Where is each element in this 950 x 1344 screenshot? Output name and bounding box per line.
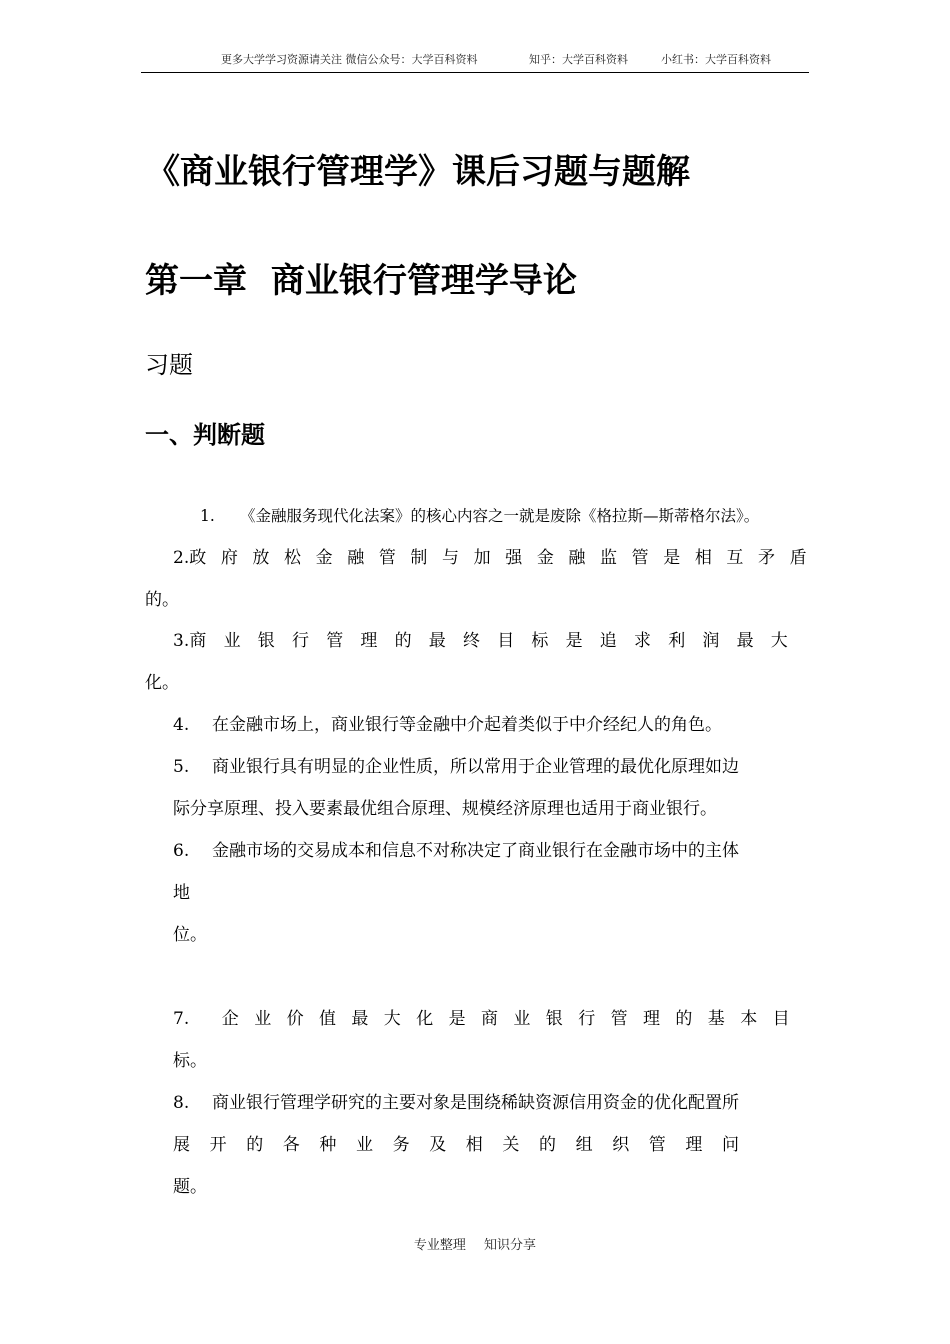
document-title: 《商业银行管理学》课后习题与题解	[146, 152, 690, 192]
question-4	[173, 704, 722, 746]
question-8-line-2: 展开的各种业务及相关的组织管理问	[173, 1135, 759, 1155]
header-zhihu-note: 知乎：大学百科资料	[529, 53, 628, 66]
question-text-line-1: 商业银行管理学研究的主要对象是围绕稀缺资源信用资金的优化配置所	[212, 1093, 739, 1113]
question-3	[173, 620, 805, 662]
section-heading: 一、判断题	[145, 421, 265, 449]
question-5	[173, 746, 739, 788]
question-text: 在金融市场上，商业银行等金融中介起着类似于中介经纪人的角色。	[212, 715, 722, 735]
question-6-line-2: 地	[173, 883, 190, 903]
question-number: 4.	[173, 715, 190, 735]
question-6-line-3: 位。	[173, 925, 207, 945]
question-2	[173, 537, 822, 579]
question-text-line-1: 商业银行管理的最终目标是追求利润最大	[189, 631, 805, 651]
question-number: 8.	[173, 1093, 190, 1113]
question-7	[173, 998, 805, 1040]
question-8	[173, 1082, 739, 1124]
page-header	[141, 52, 809, 73]
exercises-heading: 习题	[145, 351, 193, 379]
question-number: 2.	[173, 548, 190, 568]
header-wechat-note: 更多大学学习资源请关注 微信公众号：大学百科资料	[221, 53, 478, 66]
question-1	[200, 495, 759, 537]
question-text-line-1: 政府放松金融管制与加强金融监管是相互矛盾	[189, 548, 822, 568]
question-text-line-1: 商业银行具有明显的企业性质，所以常用于企业管理的最优化原理如边	[212, 757, 739, 777]
question-7-continuation: 标。	[173, 1051, 207, 1071]
question-text: 《金融服务现代化法案》的核心内容之一就是废除《格拉斯—斯蒂格尔法》。	[240, 507, 760, 525]
question-number: 3.	[173, 631, 190, 651]
chapter-heading: 第一章 商业银行管理学导论	[145, 261, 577, 301]
question-number: 7.	[173, 1009, 190, 1029]
question-8-line-3: 题。	[173, 1177, 207, 1197]
question-number: 1.	[200, 507, 215, 525]
page-footer: 专业整理 知识分享	[413, 1238, 537, 1253]
question-text-line-1: 金融市场的交易成本和信息不对称决定了商业银行在金融市场中的主体	[212, 841, 739, 861]
question-6	[173, 830, 739, 872]
question-number: 6.	[173, 841, 190, 861]
question-3-continuation: 化。	[145, 673, 179, 693]
question-5-line-2: 际分享原理、投入要素最优组合原理、规模经济原理也适用于商业银行。	[173, 799, 717, 819]
question-2-continuation: 的。	[145, 590, 179, 610]
question-number: 5.	[173, 757, 190, 777]
header-xiaohongshu-note: 小红书：大学百科资料	[661, 53, 771, 66]
question-text-line-1: 企业价值最大化是商业银行管理的基本目	[221, 1009, 805, 1029]
